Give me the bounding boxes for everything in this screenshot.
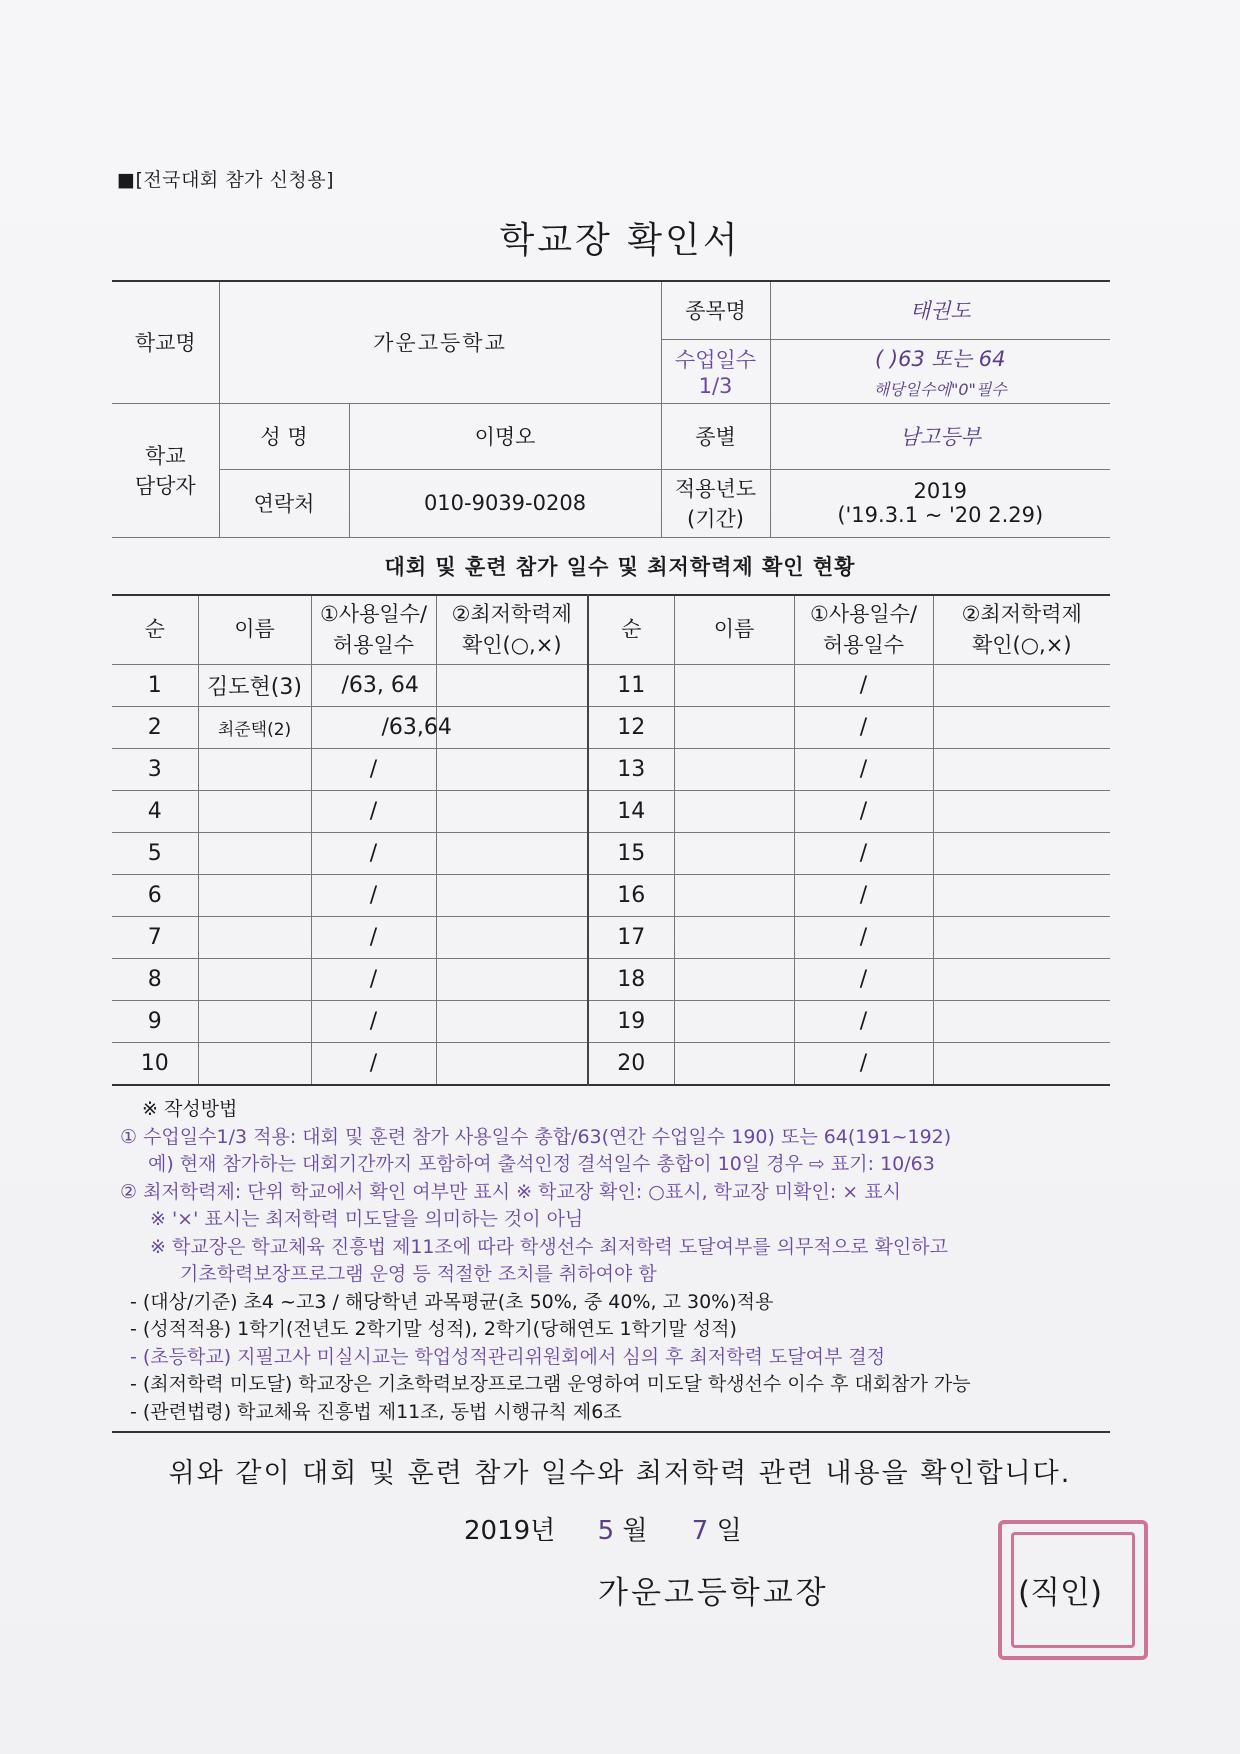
row-number: 2	[112, 707, 198, 749]
event-value: 태권도	[770, 281, 1110, 339]
academic-check	[933, 1001, 1110, 1043]
gender-label: 종별	[661, 403, 770, 469]
note-1: ① 수업일수1/3 적용: 대회 및 훈련 참가 사용일수 총합/63(연간 수업일수 190) 또는 64(191~192)	[120, 1125, 952, 1148]
academic-check	[933, 959, 1110, 1001]
row-number: 7	[112, 917, 198, 959]
used-days: /63,64	[311, 707, 436, 749]
event-label: 종목명	[661, 281, 770, 339]
student-name	[674, 833, 794, 875]
year-period: ('19.3.1 ~ '20 2.29)	[837, 503, 1044, 527]
header-days-right-line2: 허용일수	[822, 633, 905, 657]
header-no-right: 순	[588, 595, 674, 665]
date-year: 2019년	[464, 1516, 556, 1546]
used-days: /	[794, 1043, 933, 1086]
principal-title: 가운고등학교장	[598, 1575, 829, 1611]
used-days: /	[794, 875, 933, 917]
class-days-choice: ( )63 또는 64	[875, 346, 1006, 371]
divider	[112, 1431, 1110, 1433]
row-number: 17	[588, 917, 674, 959]
date-month-unit: 월	[622, 1516, 648, 1546]
gender-value: 남고등부	[770, 403, 1110, 469]
academic-check	[436, 665, 588, 707]
header-days-line1: ①사용일수/	[319, 601, 428, 626]
school-label: 학교명	[112, 281, 219, 403]
table-row	[112, 707, 1110, 749]
row-number: 3	[112, 749, 198, 791]
detail-target: - (대상/기준) 초4 ~고3 / 해당학년 과목평균(초 50%, 중 40%, 고 30%)적용	[130, 1290, 774, 1313]
name-label: 성 명	[219, 403, 349, 469]
table-row	[112, 875, 1110, 917]
table-row	[112, 665, 1110, 707]
header-days-right	[794, 595, 933, 665]
date-day: 7	[691, 1516, 709, 1546]
academic-check	[933, 917, 1110, 959]
note-2-law-cont: 기초학력보장프로그램 운영 등 적절한 조치를 취하여야 함	[180, 1263, 657, 1285]
academic-check	[933, 749, 1110, 791]
used-days: /	[311, 791, 436, 833]
manager-label-line1: 학교	[144, 444, 186, 468]
date	[464, 1510, 742, 1547]
class-days-value	[770, 339, 1110, 403]
table-row	[112, 833, 1110, 875]
manager-label	[112, 403, 219, 537]
student-name	[674, 749, 794, 791]
class-days-label-line2: 1/3	[698, 374, 733, 398]
manager-label-line2: 담당자	[134, 474, 196, 498]
table-row	[112, 917, 1110, 959]
header-check-line2: 확인(○,×)	[461, 633, 562, 657]
academic-check	[436, 707, 588, 749]
student-name	[198, 875, 311, 917]
row-number: 15	[588, 833, 674, 875]
header-check-right	[933, 595, 1110, 665]
student-name	[198, 1043, 311, 1086]
used-days: /63, 64	[311, 665, 436, 707]
seal-placeholder: (직인)	[1018, 1575, 1103, 1611]
row-number: 13	[588, 749, 674, 791]
row-number: 1	[112, 665, 198, 707]
row-number: 12	[588, 707, 674, 749]
used-days: /	[311, 749, 436, 791]
participation-table	[112, 594, 1110, 1086]
header-days-line2: 허용일수	[332, 633, 415, 657]
academic-check	[436, 959, 588, 1001]
header-days-right-line1: ①사용일수/	[809, 601, 918, 626]
row-number: 5	[112, 833, 198, 875]
class-days-note: 해당일수에"0"필수	[873, 379, 1007, 399]
student-name	[674, 1043, 794, 1086]
used-days: /	[311, 917, 436, 959]
student-name	[674, 875, 794, 917]
class-days-label	[661, 339, 770, 403]
academic-check	[436, 1043, 588, 1086]
table-row	[112, 791, 1110, 833]
academic-check	[436, 791, 588, 833]
year-label-line2: (기간)	[687, 507, 744, 531]
used-days: /	[794, 1001, 933, 1043]
student-name	[198, 917, 311, 959]
row-number: 19	[588, 1001, 674, 1043]
header-no: 순	[112, 595, 198, 665]
academic-check	[436, 833, 588, 875]
year-number: 2019	[913, 479, 967, 503]
row-number: 4	[112, 791, 198, 833]
student-name	[198, 833, 311, 875]
detail-grades: - (성적적용) 1학기(전년도 2학기말 성적), 2학기(당해연도 1학기말 성적)	[130, 1318, 737, 1340]
academic-check	[933, 833, 1110, 875]
note-2-remark: ※ '×' 표시는 최저학력 미도달을 의미하는 것이 아님	[150, 1208, 584, 1230]
used-days: /	[311, 959, 436, 1001]
used-days: /	[794, 665, 933, 707]
used-days: /	[794, 791, 933, 833]
name-value: 이명오	[349, 403, 661, 469]
form-type-tag: ■[전국대회 참가 신청용]	[117, 169, 335, 191]
student-name	[674, 917, 794, 959]
notes-heading: ※ 작성방법	[142, 1098, 238, 1120]
header-check-line1: ②최저학력제	[451, 601, 572, 626]
row-number: 11	[588, 665, 674, 707]
info-table	[112, 280, 1110, 538]
academic-check	[933, 791, 1110, 833]
academic-check	[436, 875, 588, 917]
header-name: 이름	[198, 595, 311, 665]
contact-value: 010-9039-0208	[349, 469, 661, 537]
student-name	[198, 791, 311, 833]
student-name: 최준택(2)	[198, 707, 311, 749]
student-name	[674, 665, 794, 707]
student-name	[198, 959, 311, 1001]
academic-check	[436, 1001, 588, 1043]
instructions	[120, 1096, 1120, 1426]
used-days: /	[794, 833, 933, 875]
table-row	[112, 749, 1110, 791]
date-day-unit: 일	[716, 1516, 742, 1546]
used-days: /	[794, 707, 933, 749]
academic-check	[933, 665, 1110, 707]
school-name: 가운고등학교	[219, 281, 661, 403]
date-month: 5	[597, 1516, 615, 1546]
header-name-right: 이름	[674, 595, 794, 665]
page-title: 학교장 확인서	[499, 220, 741, 261]
used-days: /	[311, 1001, 436, 1043]
note-1-example: 예) 현재 참가하는 대회기간까지 포함하여 출석인정 결석일수 총합이 10일 경우 ⇨ 표기: 10/63	[148, 1153, 935, 1175]
row-number: 16	[588, 875, 674, 917]
row-number: 10	[112, 1043, 198, 1086]
detail-law: - (관련법령) 학교체육 진흥법 제11조, 동법 시행규칙 제6조	[130, 1400, 622, 1423]
academic-check	[933, 707, 1110, 749]
student-name	[674, 707, 794, 749]
used-days: /	[311, 833, 436, 875]
detail-unmet: - (최저학력 미도달) 학교장은 기초학력보장프로그램 운영하여 미도달 학생선수 이수 후 대회참가 가능	[130, 1373, 971, 1395]
student-name	[198, 1001, 311, 1043]
header-check-right-line1: ②최저학력제	[961, 601, 1082, 626]
note-2-law: ※ 학교장은 학교체육 진흥법 제11조에 따라 학생선수 최저학력 도달여부를 의무적으로 확인하고	[150, 1235, 948, 1258]
class-days-label-line1: 수업일수	[674, 348, 757, 372]
table-row	[112, 1001, 1110, 1043]
used-days: /	[311, 1043, 436, 1086]
year-label-line1: 적용년도	[674, 477, 757, 501]
row-number: 9	[112, 1001, 198, 1043]
header-check-right-line2: 확인(○,×)	[971, 633, 1072, 657]
student-name: 김도현(3)	[198, 665, 311, 707]
student-name	[674, 791, 794, 833]
student-name	[674, 959, 794, 1001]
used-days: /	[794, 959, 933, 1001]
contact-label: 연락처	[219, 469, 349, 537]
row-number: 20	[588, 1043, 674, 1086]
used-days: /	[311, 875, 436, 917]
academic-check	[933, 1043, 1110, 1086]
academic-check	[933, 875, 1110, 917]
header-check	[436, 595, 588, 665]
section-title: 대회 및 훈련 참가 일수 및 최저학력제 확인 현황	[384, 555, 856, 579]
student-name	[674, 1001, 794, 1043]
year-value	[770, 469, 1110, 537]
row-number: 14	[588, 791, 674, 833]
academic-check	[436, 917, 588, 959]
used-days: /	[794, 917, 933, 959]
row-number: 6	[112, 875, 198, 917]
student-name	[198, 749, 311, 791]
note-2: ② 최저학력제: 단위 학교에서 확인 여부만 표시 ※ 학교장 확인: ○표시, 학교장 미확인: × 표시	[120, 1180, 901, 1203]
detail-elementary: - (초등학교) 지필고사 미실시교는 학업성적관리위원회에서 심의 후 최저학력 도달여부 결정	[130, 1345, 886, 1368]
row-number: 8	[112, 959, 198, 1001]
row-number: 18	[588, 959, 674, 1001]
year-label	[661, 469, 770, 537]
table-row	[112, 959, 1110, 1001]
used-days: /	[794, 749, 933, 791]
academic-check	[436, 749, 588, 791]
table-row	[112, 1043, 1110, 1086]
confirmation-text: 위와 같이 대회 및 훈련 참가 일수와 최저학력 관련 내용을 확인합니다.	[168, 1458, 1072, 1489]
header-days	[311, 595, 436, 665]
